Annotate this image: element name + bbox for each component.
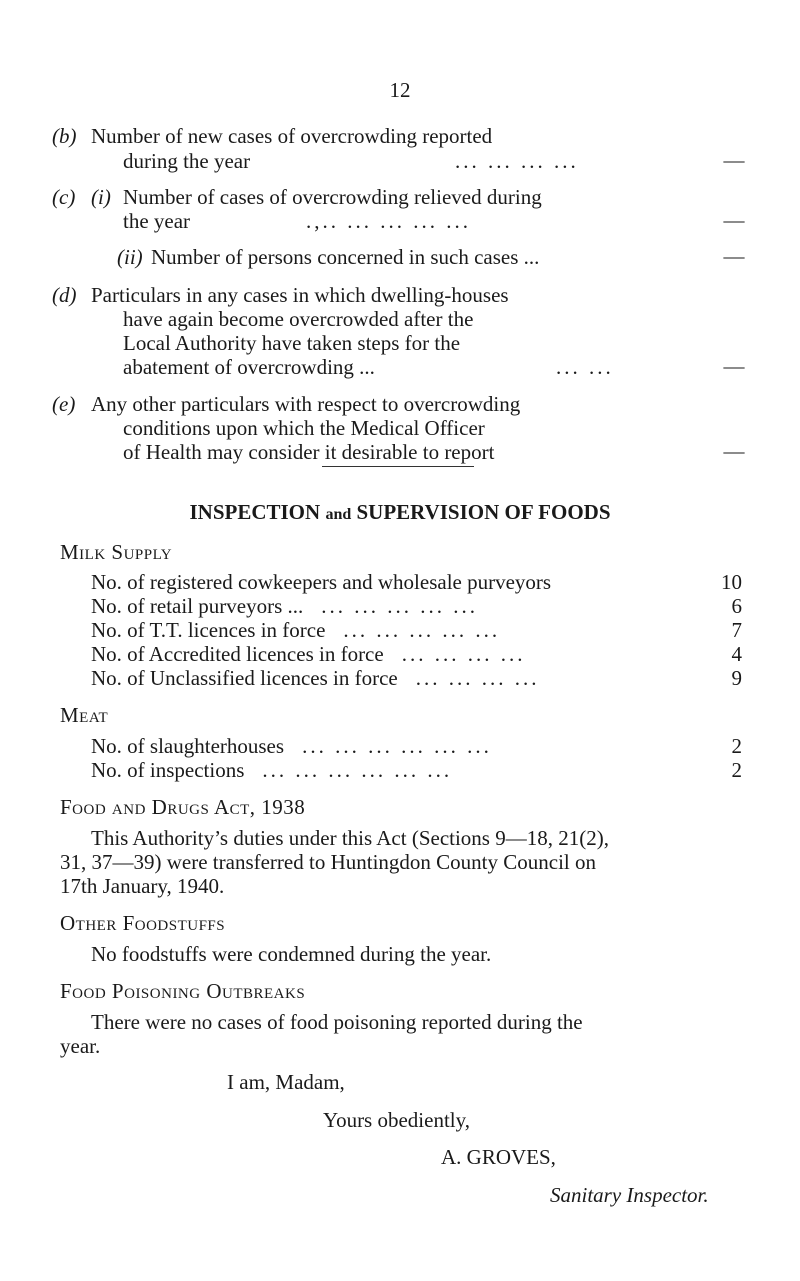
meat-row-leader: ... ... ... ... ... ... (302, 734, 492, 758)
meat-row-value: 2 (731, 758, 742, 782)
milk-row-leader: ... ... ... ... (415, 666, 540, 690)
milk-supply-title: Milk Supply (60, 540, 173, 564)
closing-salutation: I am, Madam, (227, 1070, 345, 1094)
food-poisoning-line1: There were no cases of food poisoning reported during the (91, 1010, 583, 1034)
milk-row-leader: ... ... ... ... (401, 642, 526, 666)
item-b-line1: Number of new cases of overcrowding reported (91, 124, 493, 148)
item-c-line1: Number of cases of overcrowding relieved during (123, 185, 542, 209)
heading-part2: SUPERVISION OF FOODS (356, 500, 611, 524)
item-d-line4: abatement of overcrowding ... (123, 355, 375, 379)
milk-row (91, 618, 742, 642)
other-foodstuffs-text: No foodstuffs were condemned during the year. (91, 942, 492, 966)
item-b-line2: during the year (123, 149, 251, 173)
heading-and: and (325, 506, 352, 523)
closing-valediction: Yours obediently, (323, 1108, 471, 1132)
item-d-value: — (723, 354, 745, 378)
milk-row-leader: ... ... ... ... ... (321, 594, 479, 618)
page-number: 12 (389, 78, 411, 102)
item-b-label: (b) (52, 124, 77, 148)
food-drugs-title: Food and Drugs Act, 1938 (60, 795, 306, 819)
item-d-leader: ... ... (556, 355, 614, 379)
meat-title: Meat (60, 703, 109, 727)
item-d-line1: Particulars in any cases in which dwelling-houses (91, 283, 509, 307)
item-c-sub-i-label: (i) (91, 185, 111, 209)
milk-row (91, 594, 742, 618)
item-c-sub-ii-value: — (723, 244, 745, 268)
milk-row-value: 6 (731, 594, 742, 618)
item-e-label: (e) (52, 392, 76, 416)
meat-row-text: No. of slaughterhouses (91, 734, 285, 758)
item-d-line2: have again become overcrowded after the (123, 307, 474, 331)
meat-row-value: 2 (731, 734, 742, 758)
food-poisoning-line2: year. (60, 1034, 101, 1058)
food-poisoning-title: Food Poisoning Outbreaks (60, 979, 306, 1003)
other-foodstuffs-title: Other Foodstuffs (60, 911, 226, 935)
milk-row-text: No. of retail purveyors ... (91, 594, 304, 618)
section-divider (322, 466, 474, 467)
milk-row-text: No. of T.T. licences in force (91, 618, 326, 642)
food-drugs-line2: 31, 37—39) were transferred to Huntingdon County Council on (60, 850, 596, 874)
meat-row (91, 734, 742, 758)
milk-row-leader: ... ... ... ... ... (343, 618, 501, 642)
meat-row-leader: ... ... ... ... ... ... (262, 758, 453, 782)
item-b-value: — (723, 148, 745, 172)
signature-name: A. GROVES, (441, 1145, 556, 1169)
milk-row-value: 10 (721, 570, 742, 594)
item-c-sub-ii-text: Number of persons concerned in such cases ... (151, 245, 540, 269)
item-c-sub-ii-label: (ii) (117, 245, 143, 269)
section-heading (0, 500, 800, 525)
milk-row-text: No. of Unclassified licences in force (91, 666, 398, 690)
item-d-line3: Local Authority have taken steps for the (123, 331, 461, 355)
milk-row (91, 570, 742, 594)
food-drugs-line1: This Authority’s duties under this Act (Sections 9—18, 21(2), (91, 826, 609, 850)
item-e-value: — (723, 439, 745, 463)
milk-row-value: 4 (731, 642, 742, 666)
item-e-line2: conditions upon which the Medical Officer (123, 416, 485, 440)
milk-row-leader (551, 570, 718, 594)
meat-row-text: No. of inspections (91, 758, 245, 782)
item-c-value: — (723, 208, 745, 232)
item-d-label: (d) (52, 283, 77, 307)
milk-row-value: 7 (731, 618, 742, 642)
item-c-leader: .,.. ... ... ... ... (306, 209, 471, 233)
item-c-line2: the year (123, 209, 191, 233)
signature-title: Sanitary Inspector. (550, 1183, 709, 1207)
milk-row-value: 9 (731, 666, 742, 690)
milk-row-text: No. of registered cowkeepers and wholesale purveyors (91, 570, 552, 594)
item-c-label: (c) (52, 185, 76, 209)
milk-row (91, 666, 742, 690)
milk-row-text: No. of Accredited licences in force (91, 642, 384, 666)
item-b-leader: ... ... ... ... (455, 149, 579, 173)
food-drugs-line3: 17th January, 1940. (60, 874, 225, 898)
milk-row (91, 642, 742, 666)
item-e-line3: of Health may consider it desirable to report (123, 440, 495, 464)
heading-part1: INSPECTION (189, 500, 321, 524)
item-e-line1: Any other particulars with respect to overcrowding (91, 392, 521, 416)
meat-row (91, 758, 742, 782)
